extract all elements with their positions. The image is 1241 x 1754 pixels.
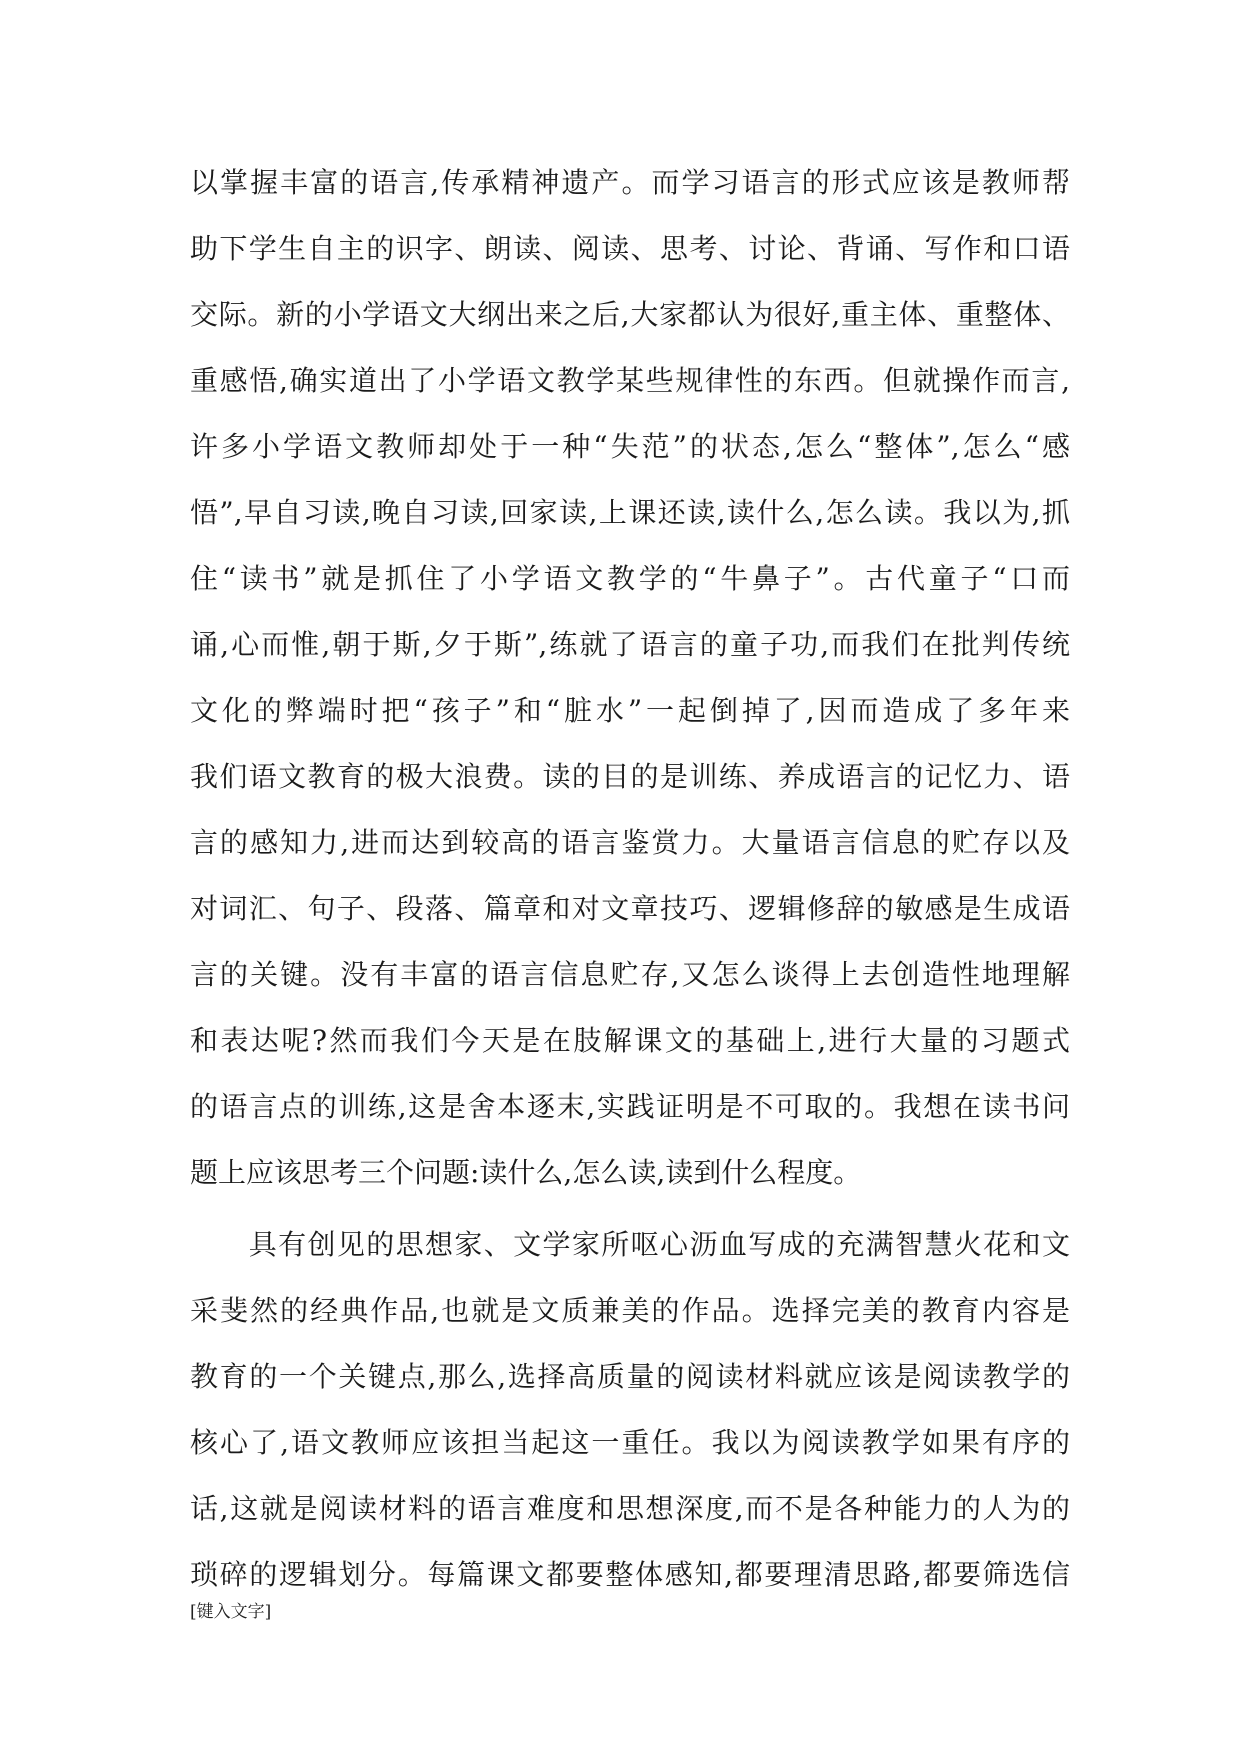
paragraph-1: [190, 150, 1070, 1206]
text-line: 言的关键。没有丰富的语言信息贮存,又怎么谈得上去创造性地理解: [190, 958, 1070, 991]
text-line: 教育的一个关键点,那么,选择高质量的阅读材料就应该是阅读教学的: [190, 1360, 1070, 1393]
text-line: 和表达呢?然而我们今天是在肢解课文的基础上,进行大量的习题式: [190, 1024, 1070, 1057]
text-line: 诵,心而惟,朝于斯,夕于斯”,练就了语言的童子功,而我们在批判传统: [190, 628, 1070, 661]
text-line: 我们语文教育的极大浪费。读的目的是训练、养成语言的记忆力、语: [190, 760, 1070, 793]
text-line: 具有创见的思想家、文学家所呕心沥血写成的充满智慧火花和文: [190, 1228, 1070, 1261]
text-line: 琐碎的逻辑划分。每篇课文都要整体感知,都要理清思路,都要筛选信: [190, 1558, 1070, 1591]
text-line: 许多小学语文教师却处于一种“失范”的状态,怎么“整体”,怎么“感: [190, 430, 1070, 463]
footer-placeholder[interactable]: [键入文字]: [190, 1602, 272, 1622]
body-text: [190, 150, 1070, 1608]
text-line: 住“读书”就是抓住了小学语文教学的“牛鼻子”。古代童子“口而: [190, 562, 1070, 595]
text-line: 采斐然的经典作品,也就是文质兼美的作品。选择完美的教育内容是: [190, 1294, 1070, 1327]
text-line: 以掌握丰富的语言,传承精神遗产。而学习语言的形式应该是教师帮: [190, 166, 1070, 199]
text-line: 核心了,语文教师应该担当起这一重任。我以为阅读教学如果有序的: [190, 1426, 1070, 1459]
text-line: 言的感知力,进而达到较高的语言鉴赏力。大量语言信息的贮存以及: [190, 826, 1070, 859]
text-line: 交际。新的小学语文大纲出来之后,大家都认为很好,重主体、重整体、: [190, 298, 1070, 331]
text-line: 助下学生自主的识字、朗读、阅读、思考、讨论、背诵、写作和口语: [190, 232, 1070, 265]
text-line: 的语言点的训练,这是舍本逐末,实践证明是不可取的。我想在读书问: [190, 1090, 1070, 1123]
text-line: 题上应该思考三个问题:读什么,怎么读,读到什么程度。: [190, 1156, 862, 1189]
text-line: 对词汇、句子、段落、篇章和对文章技巧、逻辑修辞的敏感是生成语: [190, 892, 1070, 925]
text-line: 重感悟,确实道出了小学语文教学某些规律性的东西。但就操作而言,: [190, 364, 1070, 397]
text-line: 悟”,早自习读,晚自习读,回家读,上课还读,读什么,怎么读。我以为,抓: [190, 496, 1070, 529]
text-line: 文化的弊端时把“孩子”和“脏水”一起倒掉了,因而造成了多年来: [190, 694, 1070, 727]
text-line: 话,这就是阅读材料的语言难度和思想深度,而不是各种能力的人为的: [190, 1492, 1070, 1525]
paragraph-2: [190, 1212, 1070, 1608]
